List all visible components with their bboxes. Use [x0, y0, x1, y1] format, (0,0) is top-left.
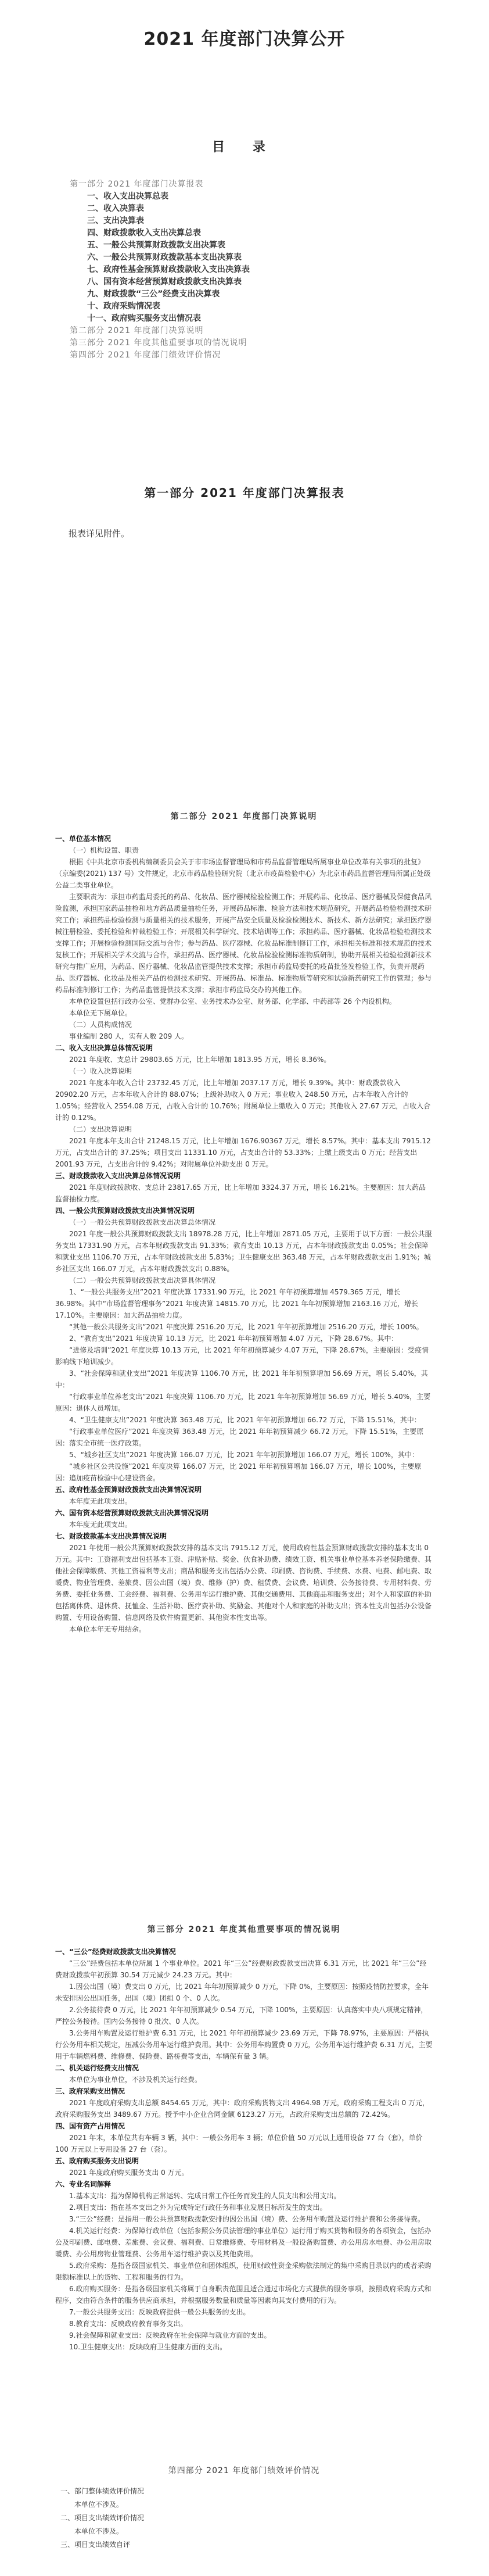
- paragraph: 本单位为事业单位，不涉及机关运行经费。: [69, 2076, 202, 2084]
- table-of-contents: [70, 178, 489, 362]
- paragraph: 主要职责为：承担市药监局委托的药品、化妆品、医疗器械检验检测工作；开展药品、化妆品、医疗器械及保健食品风险监测，承担国家药品抽检和地方药品质量抽检任务，开展药品标准、检验方法和技术规范研究，开展药品检验检测技术研究工作；承担药品检验检测与质量相关的技术服务，开展产品安全质量及检验检测技术、新技术、新方法研究；承担医疗器械注册检验、委托检验和仲裁检验工作；开展相关科学研究、技术培训等工作；承担药品、医疗器械、化妆品检验检测技术支撑工作；开展检验检测国际交流与合作；参与药品、医疗器械、化妆品标准制修订工作，承担相关标准和技术规范的技术复核工作；开展相关学术交流与合作，承担药品、医疗器械、化妆品检验检测标准物质研制，协助开展相关检验检测新技术研究与推广应用，为药品、医疗器械、化妆品监管提供技术支撑；承担市药监局委托的疫苗批签发检验工作，负责开展药品、医疗器械、化妆品及相关产品的检测技术研究、开展药品、标准品、标准物质等研究和试验新药研究工作的管理；参与药品标准制修订工作；为药品监管提供技术支撑；承担市药监局交办的其他工作。: [55, 893, 432, 994]
- toc-item-entry: 十、政府采购情况表: [87, 302, 160, 311]
- part4-content: [46, 2485, 441, 2552]
- part2-section: [55, 811, 433, 1635]
- subsection-heading: 三、项目支出绩效自评: [60, 2541, 131, 2549]
- paragraph: 3、“社会保障和就业支出”2021 年度决算 1106.70 万元，比 2021 年年初预算增加 56.69 万元，增长 5.40%，其中：: [55, 1369, 428, 1389]
- paragraph: 本单位不涉及。: [74, 2500, 124, 2509]
- toc-part-entry: 第四部分 2021 年度部门绩效评价情况: [70, 350, 221, 360]
- toc-item-entry: 七、政府性基金预算财政拨款收入支出决算表: [87, 265, 250, 274]
- paragraph: 本单位设置包括行政办公室、党群办公室、业务技术办公室、财务部、化学部、中药部等 26 个内设机构。: [69, 997, 396, 1006]
- document-title: 2021 年度部门决算公开: [143, 29, 346, 49]
- paragraph: 4.机关运行经费：为保障行政单位（包括参照公务员法管理的事业单位）运行用于购买货物和服务的各项资金，包括办公及印刷费、邮电费、差旅费、会议费、福利费、日常维修费、专用材料及一般设备购置费、办公用房水电费、办公用房取暖费、办公用房物业管理费、公务用车运行维护费以及其他费用。: [55, 2227, 432, 2258]
- paragraph: 2021 年使用一般公共预算财政拨款安排的基本支出 7915.12 万元，使用政府性基金预算财政拨款安排的基本支出 0 万元。其中：工资福利支出包括基本工资、津贴补贴、奖金、伙食补助费、绩效工资、机关事业单位基本养老保险缴费、其他社会保障缴费、其他工资福利等支出；商品和服务支出包括办公费、印刷费、咨询费、手续费、水费、电费、邮电费、取暖费、物业管理费、差旅费、因公出国（境）费、维修（护）费、租赁费、会议费、培训费、公务接待费、专用材料费、劳务费、委托业务费、工会经费、福利费、公务用车运行维护费、其他交通费用、其他商品和服务支出；对个人和家庭的补助包括离休费、退休费、抚恤金、生活补助、医疗费补助、奖励金、其他对个人和家庭的补助支出；资本性支出包括办公设备购置、专用设备购置、信息网络及软件购置更新、其他资本性支出等。: [55, 1544, 432, 1622]
- paragraph: 4、“卫生健康支出”2021 年度决算 363.48 万元，比 2021 年年初预算增加 66.72 万元，下降 15.51%，其中：: [69, 1416, 421, 1424]
- paragraph: 2.项目支出：指在基本支出之外为完成特定行政任务和事业发展目标所发生的支出。: [69, 2203, 327, 2212]
- toc-item-entry: 十一、政府购买服务支出情况表: [87, 314, 201, 323]
- paragraph: 7.一般公共服务支出：反映政府提供一般公共服务的支出。: [69, 2308, 250, 2316]
- toc-item-entry: 二、收入决算表: [87, 204, 144, 213]
- paragraph: 本单位不涉及。: [74, 2527, 124, 2535]
- paragraph: 5、“城乡社区支出”2021 年度决算 166.07 万元，比 2021 年年初预算增加 166.07 万元，增长 100%，其中：: [69, 1451, 419, 1459]
- paragraph: 本年度无此项支出。: [69, 1497, 132, 1505]
- subsection-heading: （二）支出决算说明: [69, 1125, 132, 1133]
- subsection-heading: （一）收入决算说明: [69, 1067, 132, 1075]
- paragraph: “行政事业单位养老支出”2021 年度决算 1106.70 万元，比 2021 年年初预算增加 56.69 万元，增长 5.40%，主要原因：退休人员增加。: [55, 1393, 431, 1412]
- toc-item-entry: 六、一般公共预算财政拨款基本支出决算表: [87, 253, 242, 262]
- paragraph: “进修及培训”2021 年度决算 10.13 万元，比 2021 年年初预算减少 4.07 万元，下降 28.67%，主要原因：受疫情影响线下培训减少。: [55, 1346, 429, 1366]
- paragraph: 2021 年度一般公共预算财政拨款支出 18978.28 万元，比上年增加 2871.05 万元，主要用于以下方面：一般公共服务支出 17331.90 万元，占本年财政拨款支出 91.33%；教育支出 10.13 万元，占本年财政拨款支出 0.05%；社会保障和就业支出 1106.70 万元，占本年财政拨款支出 5.83%；卫生健康支出 363.48 万元，占本年财政拨款支出 1.91%；城乡社区支出 166.07 万元，占本年财政拨款支出 0.88%。: [55, 1230, 432, 1273]
- paragraph: 事业编制 280 人，实有人数 209 人。: [69, 1032, 189, 1040]
- section-heading: 二、收入支出决算总体情况说明: [55, 1044, 153, 1052]
- part3-content: [55, 1946, 433, 2353]
- toc-part-entry: 第一部分 2021 年度部门决算报表: [70, 180, 204, 189]
- paragraph: 本年度无此项支出。: [69, 1520, 132, 1529]
- part4-section: [46, 2464, 441, 2552]
- paragraph: 2021 年度本年支出合计 21248.15 万元，比上年增加 1676.90367 万元，增长 8.57%。其中：基本支出 7915.12 万元，占支出合计的 37.25%；项目支出 11331.10 万元，占支出合计的 53.33%；上缴上级支出 0 万元；经营支出 2001.93 万元，占支出合计的 9.42%；对附属单位补助支出 0 万元。: [55, 1137, 431, 1168]
- section-heading: 四、一般公共预算财政拨款支出决算情况说明: [55, 1207, 195, 1215]
- section-heading: 五、政府性基金预算财政拨款支出决算情况说明: [55, 1486, 202, 1494]
- toc-part-entry: 第三部分 2021 年度其他重要事项的情况说明: [70, 338, 247, 348]
- section-heading: 一、“三公”经费财政拨款支出决算情况: [55, 1948, 176, 1956]
- paragraph: 1、“一般公共服务支出”2021 年度决算 17331.90 万元，比 2021 年年初预算增加 4579.365 万元，增长 36.98%。其中“市场监督管理事务”2021 年度决算 14815.70 万元，比 2021 年年初预算增加 2163.16 万元，增长 17.10%。主要原因：加大药品抽检力度。: [55, 1288, 418, 1319]
- paragraph: 2021 年度本年收入合计 23732.45 万元，比上年增加 2037.17 万元，增长 9.39%。其中：财政拨款收入 20902.20 万元，占本年收入合计的 88.07%；上级补助收入 0 万元；事业收入 248.50 万元，占本年收入合计的 1.05%；经营收入 2554.08 万元，占收入合计的 10.76%；附属单位上缴收入 0 万元；其他收入 27.67 万元，占收入合计的 0.12%。: [55, 1079, 431, 1122]
- toc-item-entry: 八、国有资本经营预算财政拨款支出决算表: [87, 277, 242, 287]
- section-heading: 六、国有资本经营预算财政拨款支出决算情况说明: [55, 1509, 209, 1517]
- section-heading: 五、政府购买服务支出说明: [55, 2157, 139, 2165]
- paragraph: 根据《中共北京市委机构编制委员会关于市市场监督管理局和市药品监督管理局所属事业单位改革有关事项的批复》（京编委(2021) 137 号）文件规定，北京市药品检验研究院（北京市疫苗检验中心）为北京市药品监督管理局所属正处级公益二类事业单位。: [55, 858, 431, 889]
- section-heading: 三、财政拨款收入支出决算总体情况说明: [55, 1172, 181, 1180]
- paragraph: 2021 年度政府采购支出总额 8454.65 万元，其中：政府采购货物支出 4964.98 万元，政府采购工程支出 0 万元，政府采购服务支出 3489.67 万元。授予中小企业合同金额 6123.27 万元，占政府采购支出总额的 72.42%。: [55, 2099, 430, 2119]
- toc-item-entry: 九、财政拨款“三公”经费支出决算表: [87, 289, 220, 299]
- section-heading: 四、国有资产占用情况: [55, 2122, 125, 2130]
- section-heading: 二、机关运行经费支出情况: [55, 2064, 139, 2072]
- paragraph: 2021 年度收、支总计 29803.65 万元，比上年增加 1813.95 万元，增长 8.36%。: [69, 1056, 331, 1064]
- paragraph: 本单位本年无专用结余。: [69, 1625, 146, 1633]
- part3-title: 第三部分 2021 年度其他重要事项的情况说明: [147, 1925, 341, 1934]
- paragraph: 6.政府购买服务：是指各级国家机关将属于自身职责范围且适合通过市场化方式提供的服务事项，按照政府采购方式和程序，交由符合条件的服务供应商承担，并根据服务数量和质量等因素向其支付费用的行为。: [55, 2285, 432, 2305]
- subsection-heading: （二）一般公共预算财政拨款支出决算具体情况: [69, 1276, 216, 1285]
- section-heading: 三、政府采购支出情况: [55, 2087, 125, 2095]
- paragraph: 3.公务用车购置及运行维护费 6.31 万元，比 2021 年年初预算减少 23.69 万元，下降 78.97%，主要原因：严格执行公务用车相关规定，压减公务用车运行维护费用。其中：公务用车购置费 0 万元，公务用车运行维护费 6.31 万元，主要用于车辆燃料费、维修费、保险费、路桥费等支出，车辆保有量 3 辆。: [55, 2029, 433, 2060]
- paragraph: 1.基本支出：指为保障机构正常运转、完成日常工作任务而发生的人员支出和公用支出。: [69, 2192, 341, 2200]
- part1-body: 报表详见附件。: [69, 528, 130, 539]
- subsection-heading: （一）机构设置、职责: [69, 846, 139, 854]
- section-heading: 七、财政拨款基本支出决算情况说明: [55, 1532, 167, 1540]
- toc-heading: 目 录: [212, 140, 277, 155]
- paragraph: “行政事业单位医疗”2021 年度决算 363.48 万元，比 2021 年年初预算减少 66.72 万元，下降 15.51%，主要原因：落实全市统一医疗政策。: [55, 1427, 424, 1447]
- paragraph: “其他一般公共服务支出”2021 年度决算 2516.20 万元，比 2021 年年初预算增加 2516.20 万元，增长 100%。: [69, 1323, 423, 1331]
- part2-content: [55, 833, 433, 1635]
- part4-title: 第四部分 2021 年度部门绩效评价情况: [168, 2466, 320, 2475]
- part1-title: 第一部分 2021 年度部门决算报表: [144, 486, 345, 500]
- toc-item-entry: 五、一般公共预算财政拨款支出决算表: [87, 241, 225, 250]
- paragraph: 8.教育支出：反映政府教育事务支出。: [69, 2320, 188, 2328]
- part2-title: 第二部分 2021 年度部门决算说明: [170, 812, 318, 821]
- paragraph: 2、“教育支出”2021 年度决算 10.13 万元，比 2021 年年初预算增加 4.07 万元，下降 28.67%。其中：: [69, 1334, 398, 1343]
- section-heading: 一、单位基本情况: [55, 835, 112, 843]
- toc-item-entry: 四、财政拨款收入支出决算总表: [87, 228, 201, 238]
- toc-part-entry: 第二部分 2021 年度部门决算说明: [70, 326, 204, 335]
- paragraph: 本单位无下属单位。: [69, 1009, 132, 1017]
- paragraph: 10.卫生健康支出：反映政府卫生健康方面的支出。: [69, 2343, 227, 2351]
- paragraph: 5.政府采购：是指各级国家机关、事业单位和团体组织，使用财政性资金采购依法制定的集中采购目录以内的或者采购限额标准以上的货物、工程和服务的行为。: [55, 2262, 432, 2281]
- section-heading: 六、专业名词解释: [55, 2180, 112, 2188]
- subsection-heading: 一、部门整体绩效评价情况: [60, 2487, 145, 2495]
- paragraph: 1.因公出国（境）费支出 0 万元，比 2021 年年初预算减少 0 万元，下降 0%，主要原因：按照疫情防控要求，全年未安排因公出国任务，出国（境）团组 0 个、0 人次。: [55, 1983, 429, 2002]
- paragraph: 2.公务接待费 0 万元，比 2021 年年初预算减少 0.54 万元，下降 100%，主要原因：认真落实中央八项规定精神，严控公务接待。国内公务接待 0 批次、0 人次。: [55, 2006, 428, 2026]
- paragraph: 2021 年末，本单位共有车辆 3 辆，其中：一般公务用车 3 辆；单位价值 50 万元以上通用设备 77 台（套），单价 100 万元以上专用设备 27 台（套）。: [55, 2134, 423, 2153]
- subsection-heading: （一）一般公共预算财政拨款支出决算总体情况: [69, 1218, 216, 1226]
- paragraph: 2021 年度政府购买服务支出 0 万元。: [69, 2169, 189, 2177]
- subsection-heading: 二、项目支出绩效评价情况: [60, 2514, 145, 2522]
- subsection-heading: （二）人员构成情况: [69, 1021, 132, 1029]
- part3-section: [55, 1924, 433, 2353]
- toc-item-entry: 三、支出决算表: [87, 216, 144, 226]
- paragraph: “城乡社区公共设施”2021 年度决算 166.07 万元，比 2021 年年初预算增加 166.07 万元，增长 100%，主要原因：追加疫苗检验中心建设资金。: [55, 1462, 422, 1482]
- toc-item-entry: 一、收入支出决算总表: [87, 192, 168, 201]
- paragraph: 3.“三公”经费：是指用一般公共预算财政拨款安排的因公出国（境）费、公务用车购置及运行维护费和公务接待费。: [69, 2215, 425, 2223]
- paragraph: 2021 年度财政拨款收、支总计 23817.65 万元，比上年增加 3324.37 万元，增长 16.21%。主要原因：加大药品监督抽检力度。: [55, 1183, 426, 1203]
- paragraph: 9.社会保障和就业支出：反映政府在社会保障与就业方面的支出。: [69, 2331, 271, 2339]
- paragraph: “三公”经费包括本单位所属 1 个事业单位。2021 年“三公”经费财政拨款支出决算 6.31 万元，比 2021 年“三公”经费财政拨款年初预算 30.54 万元减少 24.23 万元。其中：: [55, 1959, 427, 1979]
